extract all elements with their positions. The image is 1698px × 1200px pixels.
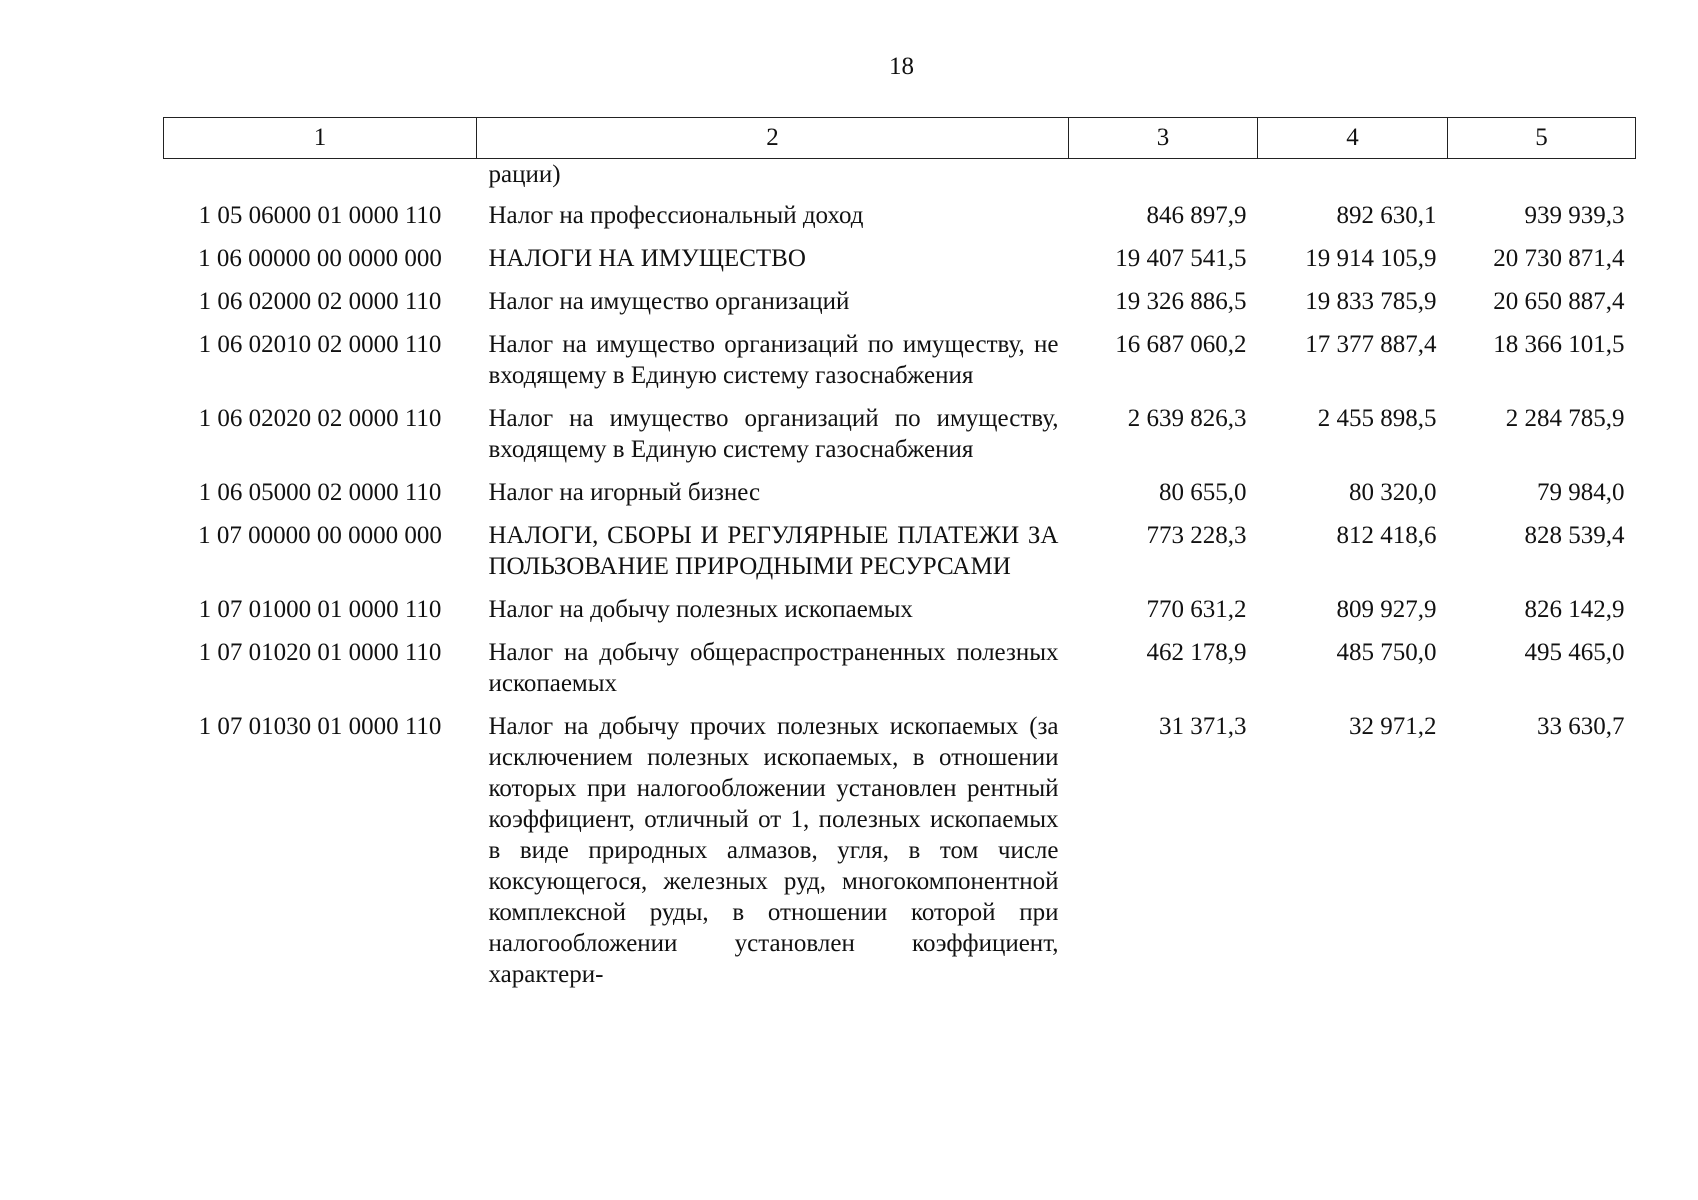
header-row: [164, 118, 1636, 159]
continuation-text: рации): [488, 161, 561, 188]
row-value-col5: 826 142,9: [1524, 596, 1625, 623]
row-name: Налог на добычу прочих полезных ископаемых (за исключением полезных ископаемых, в отношении которых при налогообложении установлен рентный коэффициент, отличный от 1, полезных ископаемых в виде природных алмазов, угля, в том числе коксующегося, железных руд, многокомпонентной комплексной руды, в отношении которой при налогообложении установлен коэффициент, характери-: [488, 713, 1059, 988]
header-col-2: 2: [477, 118, 1069, 159]
row-value-col5: 939 939,3: [1524, 202, 1625, 229]
row-value-col3: 31 371,3: [1159, 713, 1247, 740]
row-code: 1 06 05000 02 0000 110: [198, 479, 442, 506]
row-code: 1 06 02000 02 0000 110: [198, 288, 442, 315]
continuation-row: [164, 159, 1636, 195]
row-value-col5: 79 984,0: [1537, 479, 1625, 506]
row-code: 1 07 01020 01 0000 110: [198, 639, 442, 666]
page-number: 18: [889, 53, 914, 80]
budget-table: [163, 117, 1636, 996]
row-code: 1 06 02020 02 0000 110: [198, 405, 442, 432]
table-row: [164, 237, 1636, 280]
row-code: 1 07 01030 01 0000 110: [198, 713, 442, 740]
row-value-col3: 19 326 886,5: [1115, 288, 1247, 315]
table-row: [164, 514, 1636, 588]
row-name: Налог на имущество организаций: [488, 288, 850, 315]
header-col-4: 4: [1258, 118, 1448, 159]
row-value-col3: 2 639 826,3: [1127, 405, 1247, 432]
row-code: 1 07 00000 00 0000 000: [198, 522, 442, 549]
continuation-v4-cell: [1258, 159, 1448, 195]
row-value-col5: 495 465,0: [1524, 639, 1625, 666]
row-name: Налог на имущество организаций по имуществу, входящему в Единую систему газоснабжения: [488, 405, 1059, 463]
row-value-col5: 33 630,7: [1537, 713, 1625, 740]
row-value-col5: 20 730 871,4: [1493, 245, 1625, 272]
row-value-col4: 17 377 887,4: [1305, 331, 1437, 358]
row-value-col5: 18 366 101,5: [1493, 331, 1625, 358]
row-value-col4: 2 455 898,5: [1317, 405, 1437, 432]
row-code: 1 06 02010 02 0000 110: [198, 331, 442, 358]
table-row: [164, 631, 1636, 705]
table-row: [164, 397, 1636, 471]
header-col-5: 5: [1448, 118, 1636, 159]
row-value-col3: 80 655,0: [1159, 479, 1247, 506]
table-row: [164, 705, 1636, 996]
row-value-col4: 80 320,0: [1349, 479, 1437, 506]
row-value-col4: 19 914 105,9: [1305, 245, 1437, 272]
table-header: [164, 118, 1636, 159]
row-value-col3: 770 631,2: [1146, 596, 1247, 623]
header-col-3: 3: [1069, 118, 1258, 159]
row-name: НАЛОГИ, СБОРЫ И РЕГУЛЯРНЫЕ ПЛАТЕЖИ ЗА ПОЛЬЗОВАНИЕ ПРИРОДНЫМИ РЕСУРСАМИ: [488, 522, 1059, 580]
table-body: [164, 159, 1636, 997]
row-value-col5: 828 539,4: [1524, 522, 1625, 549]
row-value-col4: 812 418,6: [1336, 522, 1437, 549]
row-code: 1 05 06000 01 0000 110: [198, 202, 442, 229]
row-name: Налог на добычу общераспространенных полезных ископаемых: [488, 639, 1059, 697]
continuation-v3-cell: [1069, 159, 1258, 195]
row-value-col4: 32 971,2: [1349, 713, 1437, 740]
row-value-col5: 2 284 785,9: [1505, 405, 1625, 432]
row-value-col4: 809 927,9: [1336, 596, 1437, 623]
row-value-col4: 485 750,0: [1336, 639, 1437, 666]
row-value-col3: 19 407 541,5: [1115, 245, 1247, 272]
budget-table-container: [163, 117, 1635, 996]
row-value-col3: 16 687 060,2: [1115, 331, 1247, 358]
table-row: [164, 194, 1636, 237]
header-col-1: 1: [164, 118, 477, 159]
table-row: [164, 588, 1636, 631]
row-code: 1 06 00000 00 0000 000: [198, 245, 442, 272]
row-value-col5: 20 650 887,4: [1493, 288, 1625, 315]
row-value-col3: 462 178,9: [1146, 639, 1247, 666]
row-name: НАЛОГИ НА ИМУЩЕСТВО: [488, 245, 806, 272]
continuation-code-cell: [164, 159, 477, 195]
row-code: 1 07 01000 01 0000 110: [198, 596, 442, 623]
row-name: Налог на игорный бизнес: [488, 479, 761, 506]
row-value-col3: 773 228,3: [1146, 522, 1247, 549]
row-value-col4: 19 833 785,9: [1305, 288, 1437, 315]
row-name: Налог на добычу полезных ископаемых: [488, 596, 913, 623]
continuation-v5-cell: [1448, 159, 1636, 195]
table-row: [164, 471, 1636, 514]
table-row: [164, 280, 1636, 323]
table-row: [164, 323, 1636, 397]
row-value-col4: 892 630,1: [1336, 202, 1437, 229]
row-name: Налог на профессиональный доход: [488, 202, 864, 229]
row-name: Налог на имущество организаций по имуществу, не входящему в Единую систему газоснабжения: [488, 331, 1059, 389]
row-value-col3: 846 897,9: [1146, 202, 1247, 229]
